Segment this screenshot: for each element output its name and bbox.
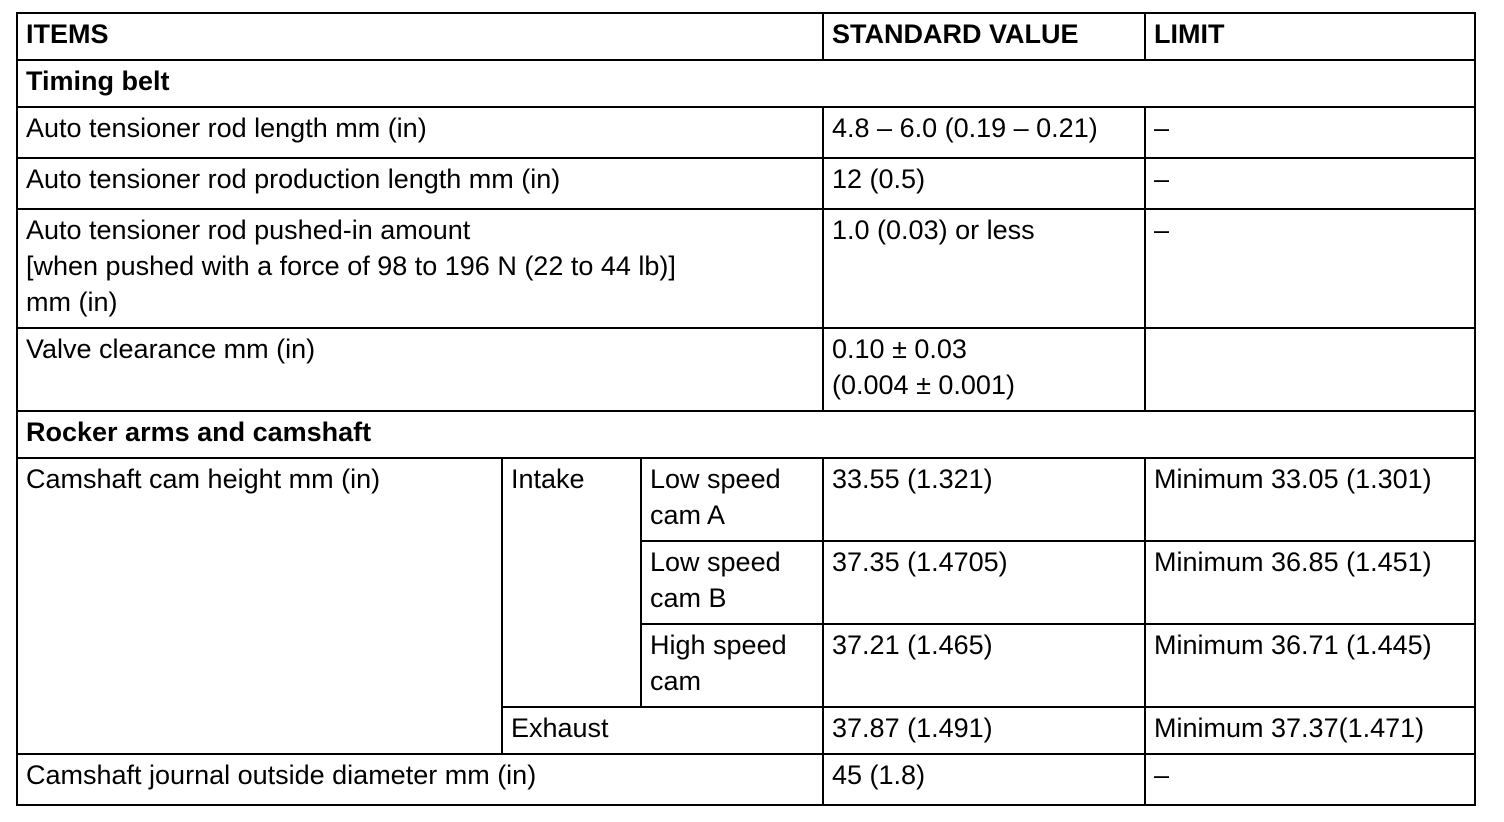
standard-value-cell: 45 (1.8) bbox=[823, 754, 1145, 805]
specification-table bbox=[16, 12, 1476, 806]
item-cell: Valve clearance mm (in) bbox=[17, 328, 823, 411]
item-cell: Camshaft cam height mm (in) bbox=[17, 458, 502, 754]
section-title-rocker-arms: Rocker arms and camshaft bbox=[17, 411, 1475, 458]
table-row bbox=[17, 328, 1475, 411]
table-row bbox=[17, 158, 1475, 209]
cam-type-line: cam bbox=[650, 666, 702, 696]
section-row-timing-belt bbox=[17, 60, 1475, 107]
cam-type-line: cam B bbox=[650, 583, 727, 613]
header-standard-value: STANDARD VALUE bbox=[823, 13, 1145, 60]
table-row bbox=[17, 458, 1475, 541]
cam-type-line: cam A bbox=[650, 500, 726, 530]
item-line: [when pushed with a force of 98 to 196 N (22 to 44 lb)] bbox=[26, 251, 676, 281]
cam-type-cell bbox=[641, 458, 823, 541]
limit-cell: Minimum 37.37(1.471) bbox=[1145, 707, 1475, 754]
standard-value-cell: 12 (0.5) bbox=[823, 158, 1145, 209]
limit-cell bbox=[1145, 328, 1475, 411]
header-row bbox=[17, 13, 1475, 60]
item-cell: Auto tensioner rod length mm (in) bbox=[17, 107, 823, 158]
cam-type-line: High speed bbox=[650, 630, 787, 660]
section-title-timing-belt: Timing belt bbox=[17, 60, 1475, 107]
limit-cell: – bbox=[1145, 158, 1475, 209]
standard-value-line: 0.10 ± 0.03 bbox=[832, 334, 967, 364]
header-limit: LIMIT bbox=[1145, 13, 1475, 60]
standard-value-cell bbox=[823, 328, 1145, 411]
item-cell bbox=[17, 209, 823, 328]
item-cell: Auto tensioner rod production length mm (in) bbox=[17, 158, 823, 209]
limit-cell: Minimum 36.85 (1.451) bbox=[1145, 541, 1475, 624]
table-row bbox=[17, 209, 1475, 328]
item-cell: Camshaft journal outside diameter mm (in) bbox=[17, 754, 823, 805]
cam-type-line: Low speed bbox=[650, 464, 781, 494]
limit-cell: – bbox=[1145, 209, 1475, 328]
standard-value-cell: 37.35 (1.4705) bbox=[823, 541, 1145, 624]
table-row bbox=[17, 107, 1475, 158]
cam-type-line: Low speed bbox=[650, 547, 781, 577]
cam-type-cell bbox=[641, 541, 823, 624]
intake-cell: Intake bbox=[502, 458, 641, 707]
limit-cell: – bbox=[1145, 107, 1475, 158]
section-row-rocker-arms bbox=[17, 411, 1475, 458]
item-line: mm (in) bbox=[26, 287, 118, 317]
standard-value-cell: 33.55 (1.321) bbox=[823, 458, 1145, 541]
limit-cell: Minimum 36.71 (1.445) bbox=[1145, 624, 1475, 707]
standard-value-cell: 4.8 – 6.0 (0.19 – 0.21) bbox=[823, 107, 1145, 158]
table-row bbox=[17, 754, 1475, 805]
limit-cell: Minimum 33.05 (1.301) bbox=[1145, 458, 1475, 541]
standard-value-line: (0.004 ± 0.001) bbox=[832, 370, 1015, 400]
item-line: Auto tensioner rod pushed-in amount bbox=[26, 215, 471, 245]
limit-cell: – bbox=[1145, 754, 1475, 805]
standard-value-cell: 37.87 (1.491) bbox=[823, 707, 1145, 754]
standard-value-cell: 37.21 (1.465) bbox=[823, 624, 1145, 707]
header-items: ITEMS bbox=[17, 13, 823, 60]
exhaust-cell: Exhaust bbox=[502, 707, 823, 754]
standard-value-cell: 1.0 (0.03) or less bbox=[823, 209, 1145, 328]
cam-type-cell bbox=[641, 624, 823, 707]
